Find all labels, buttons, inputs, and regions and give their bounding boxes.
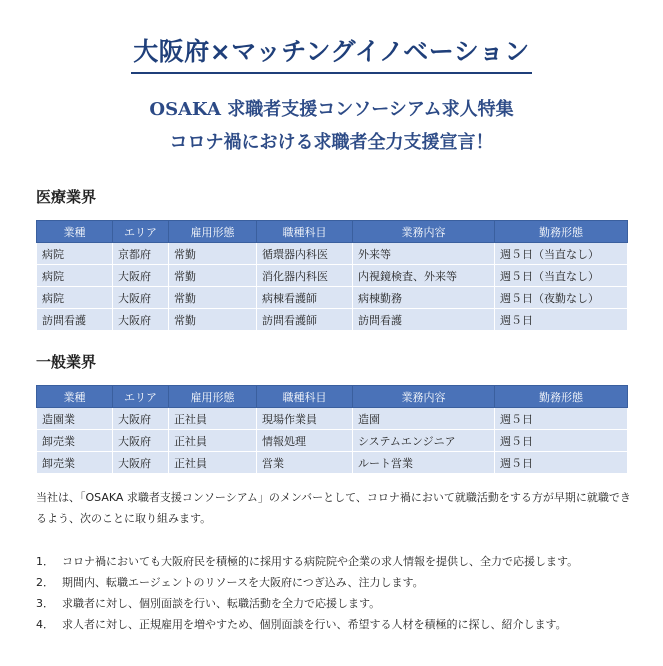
cell-work-schedule: 週５日 — [495, 452, 628, 474]
section-heading-medical: 医療業界 — [36, 188, 97, 206]
cell-area: 大阪府 — [113, 309, 169, 331]
header-job-category: 職種科目 — [257, 221, 353, 243]
cell-work-schedule: 週５日 — [495, 408, 628, 430]
table-row — [37, 452, 628, 474]
list-item-number: 4． — [36, 618, 54, 631]
cell-area: 大阪府 — [113, 452, 169, 474]
list-item — [36, 593, 646, 614]
header-industry: 業種 — [37, 221, 113, 243]
table-row — [37, 265, 628, 287]
cell-work-schedule: 週５日 — [495, 430, 628, 452]
list-item-number: 1． — [36, 555, 54, 568]
subtitle-declaration: コロナ禍における求職者全力支援宣言！ — [169, 132, 494, 153]
list-item-text: 求職者に対し、個別面談を行い、転職活動を全力で応援します。 — [62, 597, 381, 610]
header-area: エリア — [113, 221, 169, 243]
list-item-number: 3． — [36, 597, 54, 610]
cell-job-category: 病棟看護師 — [257, 287, 353, 309]
cell-employment-type: 常勤 — [169, 265, 257, 287]
cell-job-description: 訪問看護 — [353, 309, 495, 331]
main-title — [0, 30, 663, 74]
section-heading-general: 一般業界 — [36, 353, 97, 371]
table-row — [37, 243, 628, 265]
cell-industry: 病院 — [37, 265, 113, 287]
list-item-text: 求人者に対し、正規雇用を増やすため、個別面談を行い、希望する人材を積極的に探し、紹介します。 — [62, 618, 567, 631]
table-row — [37, 430, 628, 452]
cell-industry: 卸売業 — [37, 452, 113, 474]
cell-industry: 病院 — [37, 287, 113, 309]
cell-area: 大阪府 — [113, 430, 169, 452]
medical-jobs-table — [36, 220, 628, 331]
cell-industry: 病院 — [37, 243, 113, 265]
cell-job-description: 病棟勤務 — [353, 287, 495, 309]
cell-employment-type: 常勤 — [169, 309, 257, 331]
cell-area: 大阪府 — [113, 265, 169, 287]
table-header-row — [37, 386, 628, 408]
cell-job-category: 循環器内科医 — [257, 243, 353, 265]
header-job-category: 職種科目 — [257, 386, 353, 408]
cell-work-schedule: 週５日（夜勤なし） — [495, 287, 628, 309]
cell-job-description: 内視鏡検査、外来等 — [353, 265, 495, 287]
cell-employment-type: 正社員 — [169, 452, 257, 474]
list-item-text: 期間内、転職エージェントのリソースを大阪府につぎ込み、注力します。 — [62, 576, 424, 589]
general-jobs-table — [36, 385, 628, 474]
list-item-text: コロナ禍においても大阪府民を積極的に採用する病院院や企業の求人情報を提供し、全力で応援します。 — [62, 555, 579, 568]
cell-industry: 造園業 — [37, 408, 113, 430]
header-work-schedule: 勤務形態 — [495, 386, 628, 408]
list-item — [36, 551, 646, 572]
cell-job-description: 外来等 — [353, 243, 495, 265]
cell-job-category: 情報処理 — [257, 430, 353, 452]
list-item — [36, 614, 646, 635]
intro-paragraph: 当社は、「OSAKA 求職者支援コンソーシアム」のメンバーとして、コロナ禍において就職活動をする方が早期に就職できるよう、次のことに取り組みます。 — [36, 491, 631, 525]
cell-job-category: 訪問看護師 — [257, 309, 353, 331]
cell-job-description: ルート営業 — [353, 452, 495, 474]
commitment-list — [36, 551, 646, 635]
header-employment-type: 雇用形態 — [169, 386, 257, 408]
cell-employment-type: 常勤 — [169, 287, 257, 309]
cell-job-description: システムエンジニア — [353, 430, 495, 452]
cell-area: 大阪府 — [113, 408, 169, 430]
cell-employment-type: 常勤 — [169, 243, 257, 265]
cell-industry: 訪問看護 — [37, 309, 113, 331]
cell-industry: 卸売業 — [37, 430, 113, 452]
header-job-description: 業務内容 — [353, 386, 495, 408]
header-industry: 業種 — [37, 386, 113, 408]
header-area: エリア — [113, 386, 169, 408]
table-row — [37, 287, 628, 309]
table-row — [37, 408, 628, 430]
cell-job-category: 営業 — [257, 452, 353, 474]
subtitle-consortium: OSAKA 求職者支援コンソーシアム求人特集 — [149, 99, 514, 120]
cell-job-description: 造園 — [353, 408, 495, 430]
table-header-row — [37, 221, 628, 243]
header-job-description: 業務内容 — [353, 221, 495, 243]
cell-job-category: 現場作業員 — [257, 408, 353, 430]
cell-area: 京都府 — [113, 243, 169, 265]
cell-area: 大阪府 — [113, 287, 169, 309]
main-title-text: 大阪府×マッチングイノベーション — [131, 32, 531, 74]
list-item — [36, 572, 646, 593]
cell-employment-type: 正社員 — [169, 408, 257, 430]
cell-employment-type: 正社員 — [169, 430, 257, 452]
cell-work-schedule: 週５日 — [495, 309, 628, 331]
list-item-number: 2． — [36, 576, 54, 589]
table-row — [37, 309, 628, 331]
cell-work-schedule: 週５日（当直なし） — [495, 265, 628, 287]
cell-work-schedule: 週５日（当直なし） — [495, 243, 628, 265]
header-work-schedule: 勤務形態 — [495, 221, 628, 243]
cell-job-category: 消化器内科医 — [257, 265, 353, 287]
header-employment-type: 雇用形態 — [169, 221, 257, 243]
